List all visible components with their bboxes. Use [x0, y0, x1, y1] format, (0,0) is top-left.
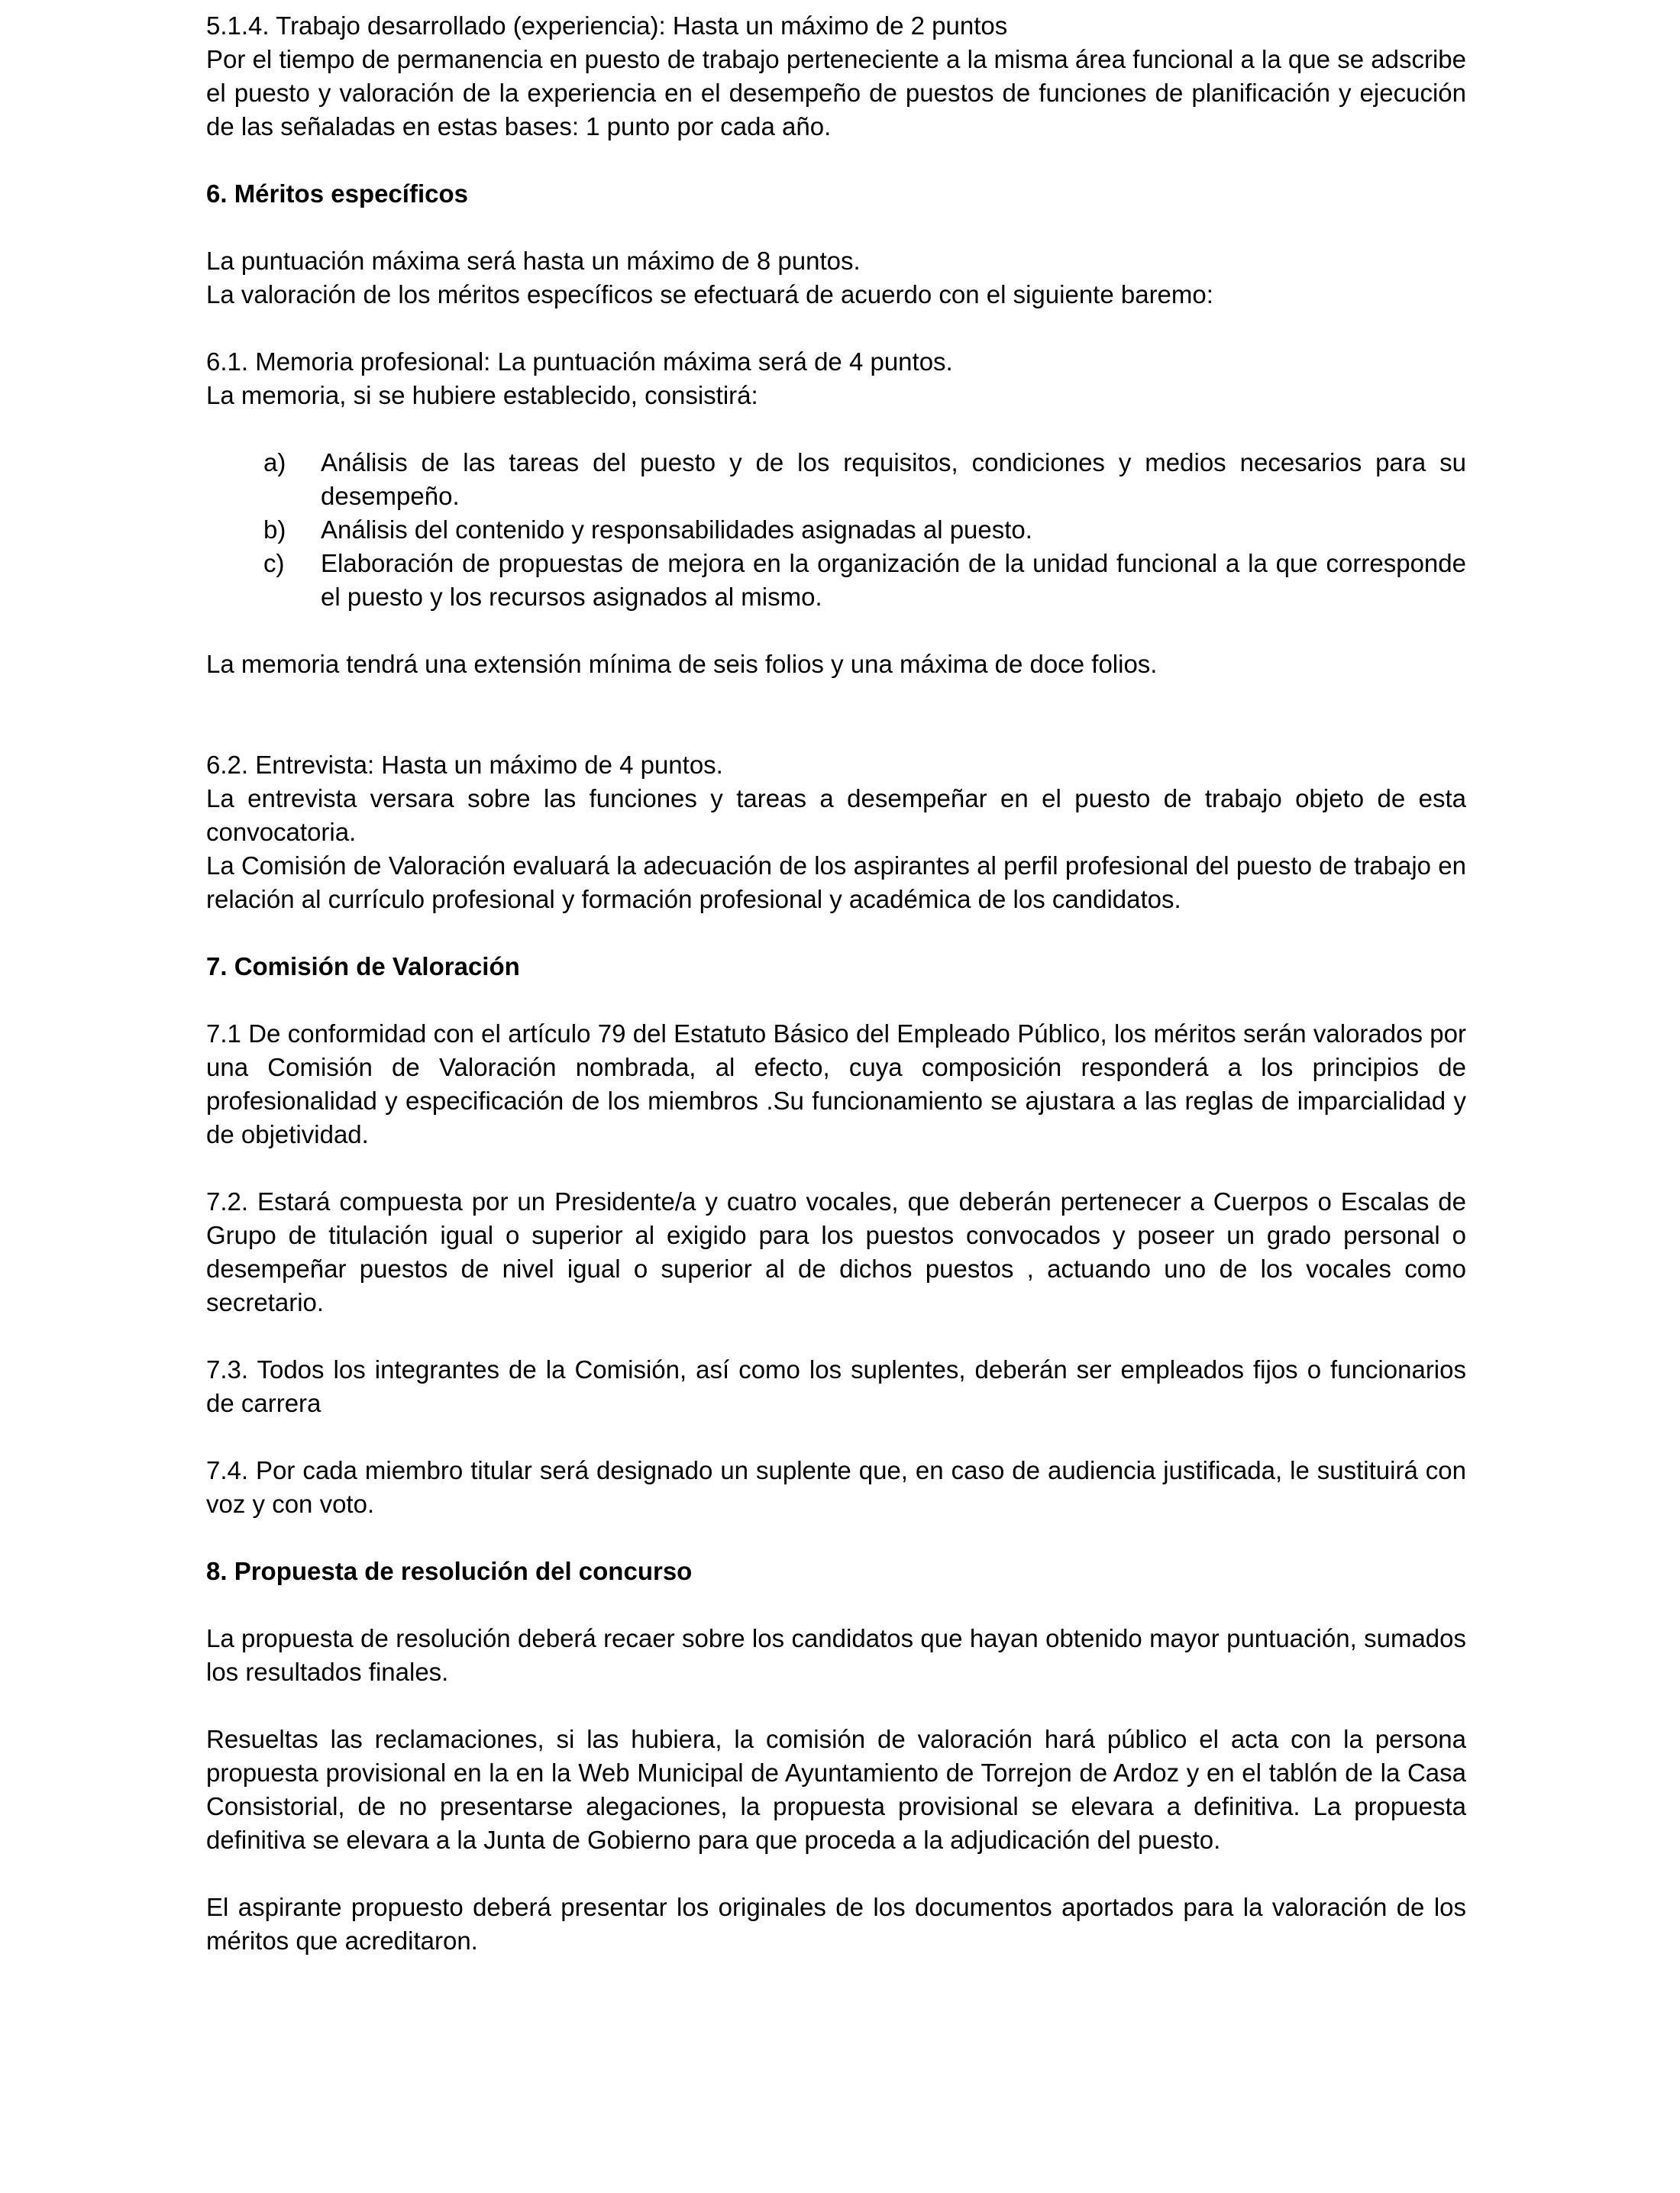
section-6-1-intro: La memoria, si se hubiere establecido, consistirá:	[206, 381, 758, 409]
section-8-p2: Resueltas las reclamaciones, si las hubiera, la comisión de valoración hará público el acta con la persona propuesta provisional en la en la Web Municipal de Ayuntamiento de Torrejon de Ardoz y en el tablón de la Casa Consistorial, de no presentarse alegaciones, la propuesta provisional se elevara a definitiva. La propuesta definitiva se elevara a la Junta de Gobierno para que proceda a la adjudicación del puesto.	[206, 1725, 1466, 1854]
section-8-p1: La propuesta de resolución deberá recaer sobre los candidatos que hayan obtenido mayor puntuación, sumados los resultados finales.	[206, 1624, 1466, 1686]
list-marker: c)	[263, 549, 285, 577]
section-6-2-title: 6.2. Entrevista: Hasta un máximo de 4 puntos.	[206, 751, 723, 779]
list-item-text: Análisis de las tareas del puesto y de los requisitos, condiciones y medios necesarios para su desempeño.	[321, 448, 1466, 510]
section-8-heading: 8. Propuesta de resolución del concurso	[206, 1557, 693, 1585]
memoria-list	[206, 446, 1466, 614]
section-7-3: 7.3. Todos los integrantes de la Comisión, así como los suplentes, deberán ser empleados fijos o funcionarios de carrera	[206, 1355, 1466, 1417]
section-6-2-p2: La Comisión de Valoración evaluará la adecuación de los aspirantes al perfil profesional del puesto de trabajo en relación al currículo profesional y formación profesional y académica de los candidatos.	[206, 851, 1466, 913]
section-7-heading: 7. Comisión de Valoración	[206, 952, 520, 980]
list-item	[206, 446, 1466, 513]
section-6-2-p1: La entrevista versara sobre las funciones y tareas a desempeñar en el puesto de trabajo objeto de esta convocatoria.	[206, 784, 1466, 846]
list-item-text: Elaboración de propuestas de mejora en la organización de la unidad funcional a la que corresponde el puesto y los recursos asignados al mismo.	[321, 549, 1466, 611]
section-8-p3: El aspirante propuesto deberá presentar los originales de los documentos aportados para la valoración de los méritos que acreditaron.	[206, 1893, 1466, 1955]
list-item	[206, 547, 1466, 614]
section-5-1-4-title: 5.1.4. Trabajo desarrollado (experiencia): Hasta un máximo de 2 puntos	[206, 11, 1008, 40]
section-7-4: 7.4. Por cada miembro titular será designado un suplente que, en caso de audiencia justificada, le sustituirá con voz y con voto.	[206, 1456, 1466, 1518]
list-marker: a)	[263, 448, 286, 476]
section-5-1-4-body: Por el tiempo de permanencia en puesto de trabajo perteneciente a la misma área funcional a la que se adscribe el puesto y valoración de la experiencia en el desempeño de puestos de funciones de planificación y ejecución de las señaladas en estas bases: 1 punto por cada año.	[206, 45, 1466, 140]
memoria-extension: La memoria tendrá una extensión mínima de seis folios y una máxima de doce folios.	[206, 650, 1158, 678]
section-6-1-title: 6.1. Memoria profesional: La puntuación máxima será de 4 puntos.	[206, 347, 953, 376]
section-6-baremo: La valoración de los méritos específicos se efectuará de acuerdo con el siguiente baremo:	[206, 280, 1213, 308]
section-7-1: 7.1 De conformidad con el artículo 79 del Estatuto Básico del Empleado Público, los méritos serán valorados por una Comisión de Valoración nombrada, al efecto, cuya composición responderá a los principios de profesionalidad y especificación de los miembros .Su funcionamiento se ajustara a las reglas de imparcialidad y de objetividad.	[206, 1019, 1466, 1148]
list-marker: b)	[263, 515, 286, 544]
list-item	[206, 513, 1466, 547]
section-7-2: 7.2. Estará compuesta por un Presidente/a y cuatro vocales, que deberán pertenecer a Cuerpos o Escalas de Grupo de titulación igual o superior al exigido para los puestos convocados y poseer un grado personal o desempeñar puestos de nivel igual o superior al de dichos puestos , actuando uno de los vocales como secretario.	[206, 1187, 1466, 1316]
list-item-text: Análisis del contenido y responsabilidades asignadas al puesto.	[321, 515, 1032, 544]
section-6-heading: 6. Méritos específicos	[206, 179, 468, 208]
document-page	[206, 9, 1466, 1958]
section-6-max-score: La puntuación máxima será hasta un máximo de 8 puntos.	[206, 247, 861, 275]
